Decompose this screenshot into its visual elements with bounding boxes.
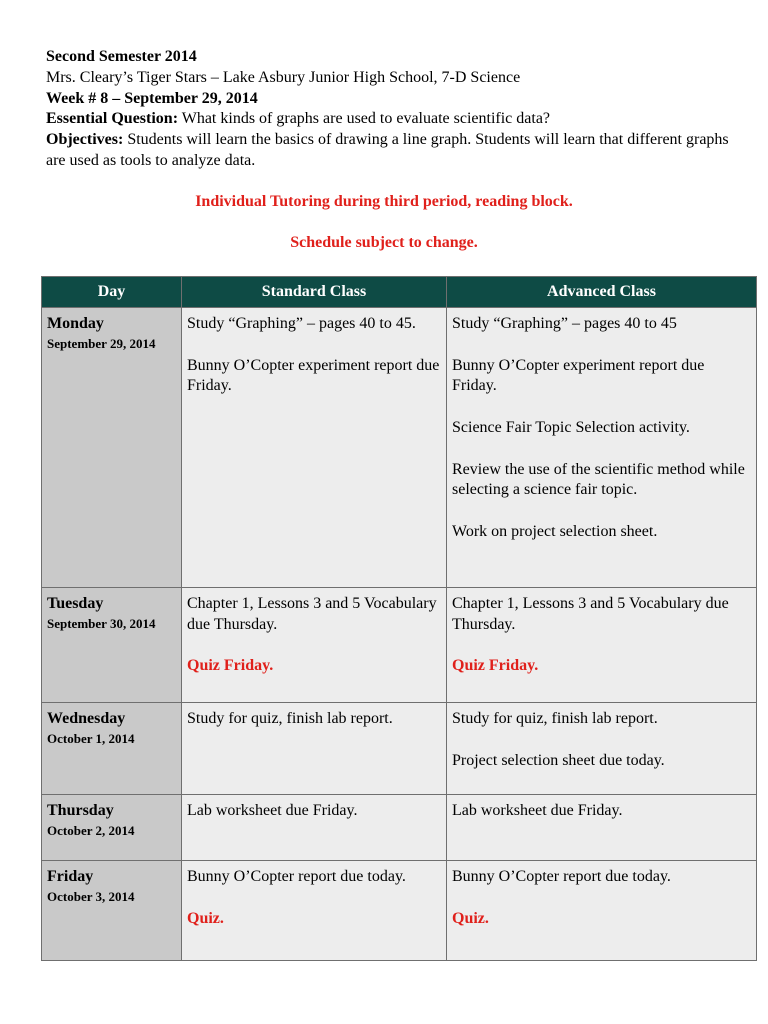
day-cell: [42, 308, 182, 588]
document-header: [46, 47, 736, 172]
standard-class-cell: [182, 308, 447, 588]
schedule-note: Schedule subject to change.: [290, 234, 478, 251]
standard-class-cell: [182, 795, 447, 861]
teacher-line: Mrs. Cleary’s Tiger Stars – Lake Asbury Junior High School, 7-D Science: [46, 68, 521, 86]
assignment-item: Review the use of the scientific method while selecting a science fair topic.: [452, 460, 745, 499]
assignment-item: Quiz.: [452, 909, 489, 927]
week-line: Week # 8 – September 29, 2014: [46, 89, 258, 107]
advanced-class-cell: [447, 588, 757, 703]
assignment-item: Science Fair Topic Selection activity.: [452, 418, 690, 436]
assignment-item: Lab worksheet due Friday.: [452, 802, 623, 819]
tutoring-note: Individual Tutoring during third period, reading block.: [195, 193, 573, 210]
assignment-item: Quiz.: [187, 909, 224, 927]
day-cell: [42, 861, 182, 961]
header-standard-class: Standard Class: [182, 277, 447, 308]
advanced-class-cell: [447, 795, 757, 861]
assignment-item: Bunny O’Copter report due today.: [187, 868, 406, 885]
semester-title: Second Semester 2014: [46, 48, 197, 65]
assignment-item: Chapter 1, Lessons 3 and 5 Vocabulary due Thursday.: [452, 595, 729, 633]
assignment-item: Bunny O’Copter experiment report due Friday.: [187, 356, 440, 395]
standard-class-cell: [182, 703, 447, 795]
header-day: Day: [42, 277, 182, 308]
table-row: [42, 861, 757, 961]
advanced-class-cell: [447, 308, 757, 588]
table-row: [42, 795, 757, 861]
assignment-item: Study “Graphing” – pages 40 to 45.: [187, 315, 416, 332]
assignment-item: Bunny O’Copter experiment report due Friday.: [452, 356, 705, 395]
advanced-class-cell: [447, 861, 757, 961]
table-header-row: [42, 277, 757, 308]
table-row: [42, 308, 757, 588]
day-cell: [42, 703, 182, 795]
assignment-item: Quiz Friday.: [452, 657, 539, 675]
day-name: Wednesday: [47, 710, 126, 727]
assignment-item: Study for quiz, finish lab report.: [452, 710, 658, 727]
assignment-item: Quiz Friday.: [187, 657, 274, 675]
day-name: Thursday: [47, 802, 114, 819]
assignment-item: Project selection sheet due today.: [452, 751, 665, 769]
table-row: [42, 703, 757, 795]
header-advanced-class: Advanced Class: [447, 277, 757, 308]
day-date: September 29, 2014: [47, 335, 156, 351]
day-cell: [42, 795, 182, 861]
day-date: September 30, 2014: [47, 615, 156, 631]
essential-question-label: Essential Question:: [46, 110, 179, 128]
day-cell: [42, 588, 182, 703]
assignment-item: Lab worksheet due Friday.: [187, 802, 358, 819]
assignment-item: Study for quiz, finish lab report.: [187, 710, 393, 727]
essential-question-text: What kinds of graphs are used to evaluate scientific data?: [178, 110, 551, 128]
assignment-item: Study “Graphing” – pages 40 to 45: [452, 315, 677, 332]
day-date: October 1, 2014: [47, 730, 135, 746]
advanced-class-cell: [447, 703, 757, 795]
essential-question: [46, 109, 736, 130]
standard-class-cell: [182, 861, 447, 961]
assignment-item: Bunny O’Copter report due today.: [452, 868, 671, 885]
day-name: Monday: [47, 315, 104, 332]
objectives-label: Objectives:: [46, 131, 124, 149]
weekly-schedule-table: [41, 276, 757, 961]
day-name: Friday: [47, 868, 94, 885]
objectives-text: Students will learn the basics of drawing a line graph. Students will learn that different graphs are used as tools to analyze data.: [46, 131, 729, 169]
table-row: [42, 588, 757, 703]
day-date: October 3, 2014: [47, 888, 135, 904]
day-date: October 2, 2014: [47, 822, 135, 838]
standard-class-cell: [182, 588, 447, 703]
day-name: Tuesday: [47, 595, 104, 612]
objectives: [46, 130, 736, 172]
assignment-item: Chapter 1, Lessons 3 and 5 Vocabulary due Thursday.: [187, 595, 437, 633]
assignment-item: Work on project selection sheet.: [452, 522, 658, 540]
